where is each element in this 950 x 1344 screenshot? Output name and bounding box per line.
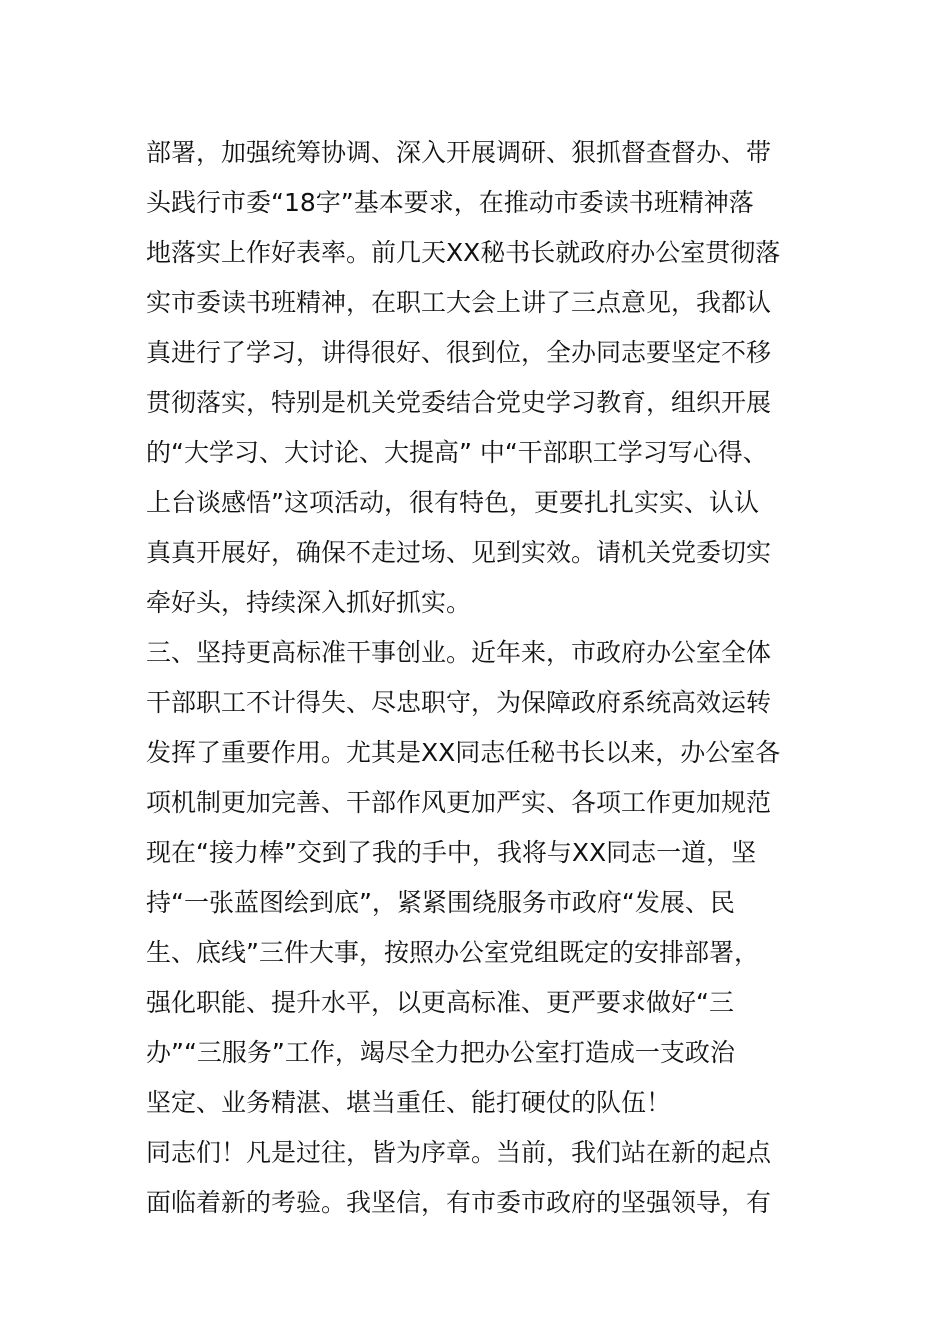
text-line: 的“大学习、大讨论、大提高” 中“干部职工学习写心得、 — [146, 438, 768, 467]
text-line: 上台谈感悟”这项活动，很有特色，更要扎扎实实、认认 — [146, 488, 759, 517]
text-line: 强化职能、提升水平，以更高标准、更严要求做好“三 — [146, 988, 734, 1017]
paragraph-start-line: 同志们！凡是过往，皆为序章。当前，我们站在新的起点 — [146, 1138, 772, 1167]
text-line: 现在“接力棒”交到了我的手中，我将与XX同志一道，坚 — [146, 838, 757, 867]
text-line: 地落实上作好表率。前几天XX秘书长就政府办公室贯彻落 — [146, 238, 781, 267]
section-heading-line: 三、坚持更高标准干事创业。近年来，市政府办公室全体 — [146, 638, 772, 667]
text-line: 头践行市委“18字”基本要求，在推动市委读书班精神落 — [146, 188, 754, 217]
text-line: 面临着新的考验。我坚信，有市委市政府的坚强领导，有 — [146, 1188, 772, 1217]
text-line: 项机制更加完善、干部作风更加严实、各项工作更加规范 — [146, 788, 772, 817]
text-line: 持“一张蓝图绘到底”，紧紧围绕服务市政府“发展、民 — [146, 888, 735, 917]
text-line: 牵好头，持续深入抓好抓实。 — [146, 588, 472, 617]
body-text — [146, 128, 836, 1228]
text-line: 干部职工不计得失、尽忠职守，为保障政府系统高效运转 — [146, 688, 772, 717]
text-line: 发挥了重要作用。尤其是XX同志任秘书长以来，办公室各 — [146, 738, 781, 767]
text-line: 贯彻落实，特别是机关党委结合党史学习教育，组织开展 — [146, 388, 772, 417]
text-line: 部署，加强统筹协调、深入开展调研、狠抓督查督办、带 — [146, 138, 772, 167]
text-line: 真进行了学习，讲得很好、很到位，全办同志要坚定不移 — [146, 338, 772, 367]
text-line: 生、底线”三件大事，按照办公室党组既定的安排部署， — [146, 938, 759, 967]
text-line: 办”“三服务”工作，竭尽全力把办公室打造成一支政治 — [146, 1038, 735, 1067]
text-line: 实市委读书班精神，在职工大会上讲了三点意见，我都认 — [146, 288, 772, 317]
text-line: 坚定、业务精湛、堪当重任、能打硬仗的队伍！ — [146, 1088, 672, 1117]
text-line: 真真开展好，确保不走过场、见到实效。请机关党委切实 — [146, 538, 772, 567]
